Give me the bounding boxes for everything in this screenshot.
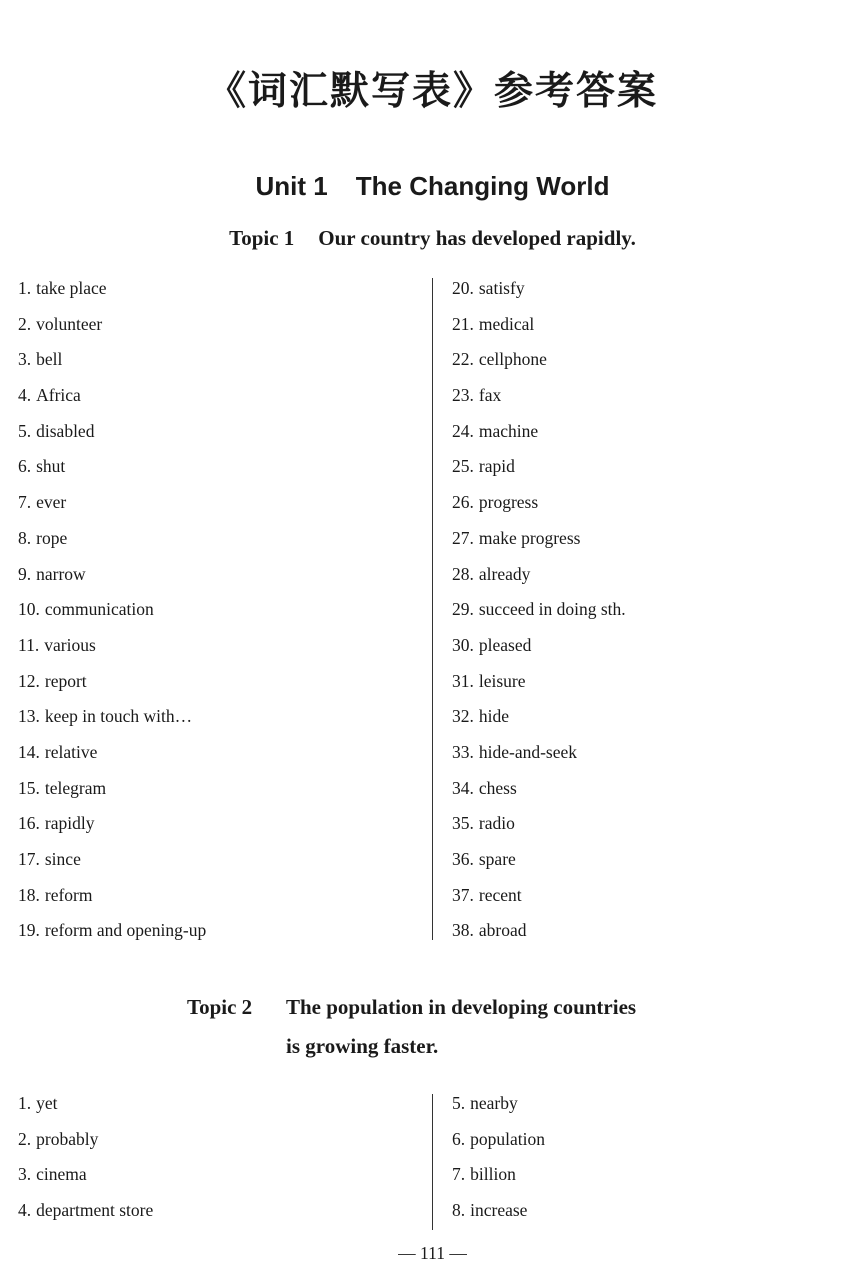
topic1-label: Topic 1 [229,226,295,250]
list-item [452,1122,545,1158]
item-text: telegram [44,777,107,798]
item-text: population [470,1128,545,1149]
item-number: 12. [18,670,40,691]
item-text: cinema [36,1164,87,1185]
item-text: reform and opening-up [44,920,207,941]
column-divider [432,278,433,940]
item-number: 15. [18,777,40,798]
list-item [452,414,626,450]
list-item [452,485,626,521]
column-divider [432,1094,433,1230]
list-item [18,664,206,700]
item-number: 21. [452,313,474,334]
item-number: 8. [18,527,32,548]
item-text: hide-and-seek [478,741,578,762]
topic2-heading [187,988,747,1066]
list-item [18,878,206,914]
item-text: chess [478,777,517,798]
item-text: already [478,563,531,584]
list-item [18,628,206,664]
item-text: communication [44,599,154,620]
item-number: 22. [452,349,474,370]
item-number: 19. [18,920,40,941]
item-text: since [44,849,81,869]
topic1-title: Our country has developed rapidly. [318,226,636,250]
item-text: spare [478,849,516,869]
item-text: medical [478,313,535,334]
list-item [18,485,206,521]
item-number: 31. [452,670,474,691]
item-text: reform [44,884,93,905]
list-item [18,842,206,878]
item-number: 17. [18,849,40,869]
item-text: satisfy [478,278,525,298]
page-title: 《词汇默写表》参考答案 [206,68,658,114]
item-text: ever [36,492,67,513]
list-item [18,557,206,593]
list-item [18,1122,153,1158]
list-item [452,771,626,807]
item-number: 23. [452,385,474,406]
item-text: narrow [36,563,86,584]
item-number: 33. [452,741,474,762]
list-item [18,913,206,949]
item-number: 29. [452,599,474,620]
item-text: report [44,670,87,691]
item-text: relative [44,741,98,762]
item-text: department store [36,1200,154,1221]
item-text: shut [36,456,66,477]
list-item [18,771,206,807]
item-text: nearby [470,1093,518,1113]
item-number: 1. [18,278,32,298]
item-text: make progress [478,527,581,548]
item-text: progress [478,492,539,513]
item-number: 34. [452,777,474,798]
list-item [452,878,626,914]
topic2-title-line1: The population in developing countries [286,995,637,1019]
list-item [452,378,626,414]
item-number: 26. [452,492,474,513]
topic1-heading [0,223,865,253]
list-item [18,271,206,307]
list-item [18,342,206,378]
item-text: pleased [478,634,532,655]
item-text: hide [478,706,510,727]
item-number: 18. [18,884,40,905]
list-item [18,378,206,414]
list-item [452,913,626,949]
list-item [452,1193,545,1229]
item-text: cellphone [478,349,547,370]
item-text: increase [470,1200,528,1221]
list-item [452,1086,545,1122]
item-number: 11. [18,634,40,655]
list-item [18,806,206,842]
item-text: bell [36,349,63,370]
list-item [18,307,206,343]
item-text: machine [478,420,539,441]
item-text: volunteer [36,313,103,334]
unit-label: Unit 1 [255,171,328,201]
topic1-left-column [18,271,206,949]
list-item [452,842,626,878]
topic1-right-column [452,271,626,949]
item-text: yet [36,1093,58,1113]
list-item [452,592,626,628]
item-text: Africa [36,385,81,406]
item-number: 4. [18,385,32,406]
item-number: 30. [452,634,474,655]
item-number: 10. [18,599,40,620]
item-number: 6. [18,456,32,477]
item-number: 8. [452,1200,466,1221]
item-number: 38. [452,920,474,941]
topic2-left-column [18,1086,153,1229]
list-item [452,628,626,664]
list-item [18,735,206,771]
item-number: 6. [452,1128,466,1149]
item-number: 5. [452,1093,466,1113]
list-item [452,557,626,593]
item-text: take place [36,278,107,298]
item-text: rapidly [44,813,95,834]
item-number: 2. [18,1128,32,1149]
item-number: 7. [18,492,32,513]
list-item [452,449,626,485]
list-item [18,1157,153,1193]
item-text: abroad [478,920,527,941]
item-number: 25. [452,456,474,477]
item-number: 4. [18,1200,32,1221]
item-number: 36. [452,849,474,869]
list-item [452,735,626,771]
topic2-right-column [452,1086,545,1229]
item-text: rapid [478,456,515,477]
list-item [452,806,626,842]
item-number: 20. [452,278,474,298]
item-number: 1. [18,1093,32,1113]
item-number: 16. [18,813,40,834]
item-text: billion [470,1164,516,1185]
item-number: 9. [18,563,32,584]
topic2-title-line2: is growing faster. [286,1034,439,1058]
list-item [452,271,626,307]
list-item [452,521,626,557]
list-item [18,592,206,628]
item-text: various [44,634,96,655]
item-text: leisure [478,670,526,691]
item-text: fax [478,385,502,406]
list-item [452,342,626,378]
list-item [18,521,206,557]
list-item [452,664,626,700]
unit-name: The Changing World [355,171,610,201]
page-number: — 111 — [398,1243,467,1263]
item-text: keep in touch with… [44,706,193,727]
item-number: 7. [452,1164,466,1185]
item-text: rope [36,527,68,548]
item-text: recent [478,884,522,905]
list-item [18,414,206,450]
unit-heading [0,168,865,204]
item-number: 24. [452,420,474,441]
list-item [452,1157,545,1193]
item-text: radio [478,813,515,834]
list-item [452,307,626,343]
item-text: succeed in doing sth. [478,599,626,620]
item-number: 5. [18,420,32,441]
item-number: 13. [18,706,40,727]
item-number: 3. [18,349,32,370]
item-text: probably [36,1128,99,1149]
topic2-label: Topic 2 [187,995,253,1019]
item-number: 14. [18,741,40,762]
item-number: 27. [452,527,474,548]
list-item [18,1193,153,1229]
item-number: 32. [452,706,474,727]
list-item [18,699,206,735]
list-item [452,699,626,735]
item-number: 28. [452,563,474,584]
list-item [18,449,206,485]
item-number: 37. [452,884,474,905]
item-number: 35. [452,813,474,834]
item-number: 2. [18,313,32,334]
list-item [18,1086,153,1122]
item-number: 3. [18,1164,32,1185]
item-text: disabled [36,420,95,441]
